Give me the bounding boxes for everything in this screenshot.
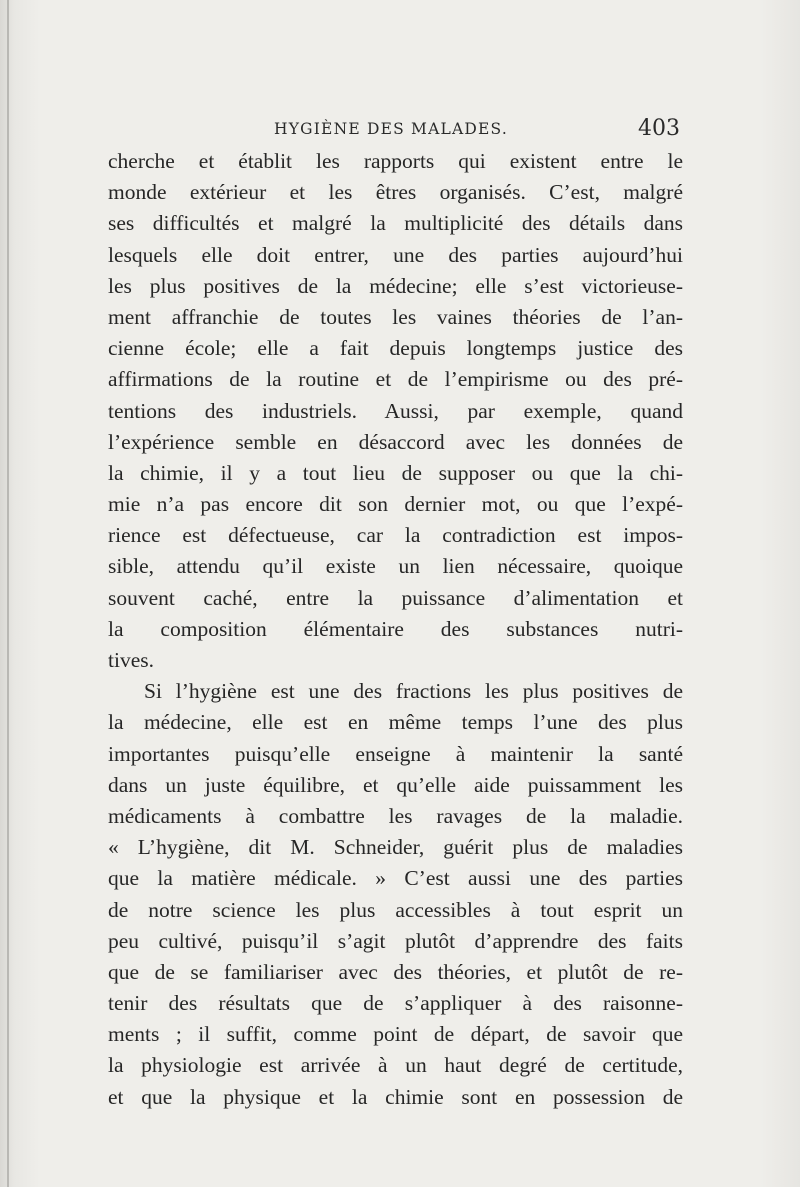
binding-edge xyxy=(7,0,9,1187)
text-line: que la matière médicale. » C’est aussi une des parties xyxy=(108,866,683,891)
text-line: la médecine, elle est en même temps l’une des plus xyxy=(108,710,683,735)
text-line: mie n’a pas encore dit son dernier mot, ou que l’expé- xyxy=(108,492,683,517)
page-header xyxy=(108,116,680,146)
text-line: monde extérieur et les êtres organisés. C’est, malgré xyxy=(108,180,683,205)
text-line: lesquels elle doit entrer, une des parties aujourd’hui xyxy=(108,242,683,267)
text-line: sible, attendu qu’il existe un lien nécessaire, quoique xyxy=(108,554,683,579)
text-line: tenir des résultats que de s’appliquer à des raisonne- xyxy=(108,991,683,1016)
text-line: ses difficultés et malgré la multiplicité des détails dans xyxy=(108,211,683,236)
body-text xyxy=(108,146,698,1113)
text-line: cienne école; elle a fait depuis longtemps justice des xyxy=(108,336,683,361)
text-line: cherche et établit les rapports qui existent entre le xyxy=(108,149,683,173)
text-line: souvent caché, entre la puissance d’alimentation et xyxy=(108,585,683,610)
page-number: 403 xyxy=(638,116,680,141)
text-line: tentions des industriels. Aussi, par exemple, quand xyxy=(108,398,683,423)
text-line: les plus positives de la médecine; elle s’est victorieuse- xyxy=(108,273,683,298)
text-line: peu cultivé, puisqu’il s’agit plutôt d’apprendre des faits xyxy=(108,928,683,953)
text-line: la physiologie est arrivée à un haut degré de certitude, xyxy=(108,1053,683,1078)
running-title: HYGIÈNE DES MALADES. xyxy=(274,120,508,138)
paragraph-end-line: tives. xyxy=(108,648,154,672)
text-line: « L’hygiène, dit M. Schneider, guérit plus de maladies xyxy=(108,835,683,860)
text-line: ments ; il suffit, comme point de départ, de savoir que xyxy=(108,1022,683,1047)
text-line: que de se familiariser avec des théories, et plutôt de re- xyxy=(108,959,683,984)
text-line: rience est défectueuse, car la contradiction est impos- xyxy=(108,523,683,548)
text-line: dans un juste équilibre, et qu’elle aide puissamment les xyxy=(108,772,683,797)
text-line: de notre science les plus accessibles à tout esprit un xyxy=(108,897,683,922)
text-line: la chimie, il y a tout lieu de supposer ou que la chi- xyxy=(108,460,683,485)
text-line: la composition élémentaire des substances nutri- xyxy=(108,616,683,641)
text-line: l’expérience semble en désaccord avec les données de xyxy=(108,429,683,454)
text-line: ment affranchie de toutes les vaines théories de l’an- xyxy=(108,304,683,329)
text-line: importantes puisqu’elle enseigne à maintenir la santé xyxy=(108,741,683,766)
text-line: affirmations de la routine et de l’empirisme ou des pré- xyxy=(108,367,683,392)
text-line: et que la physique et la chimie sont en possession de xyxy=(108,1084,683,1109)
paragraph-start-line: Si l’hygiène est une des fractions les plus positives de xyxy=(144,679,683,704)
text-line: médicaments à combattre les ravages de la maladie. xyxy=(108,803,683,828)
